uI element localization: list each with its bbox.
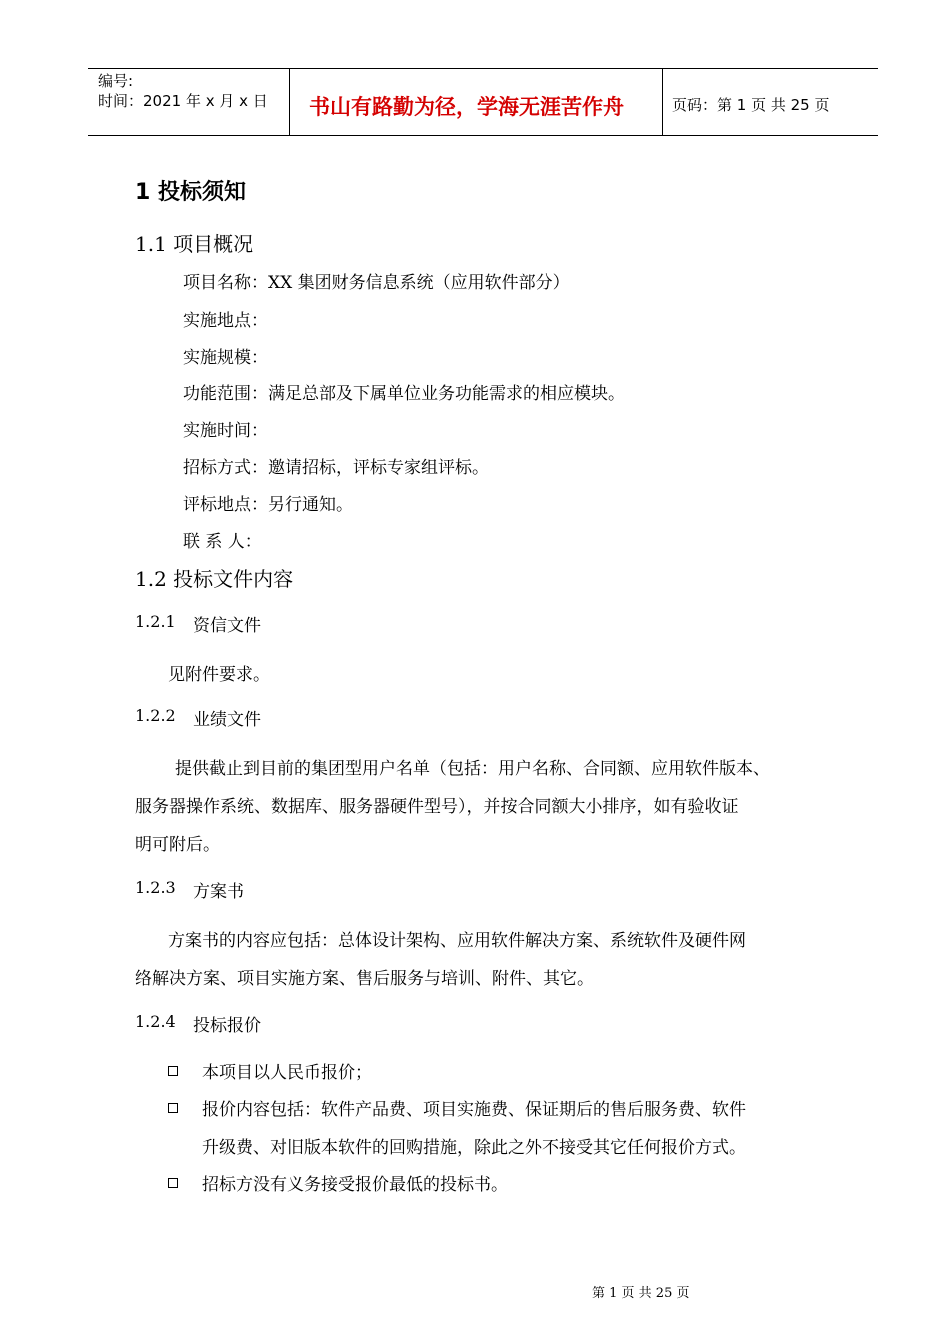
overview-line: 实施时间： [183, 421, 268, 441]
header-motto: 书山有路勤为径，学海无涯苦作舟 [309, 95, 624, 119]
overview-line: 联 系 人： [183, 532, 262, 552]
paragraph-1-2-2-line: 明可附后。 [135, 835, 220, 855]
bullet-square-icon [168, 1178, 178, 1188]
bullet-square-icon [168, 1066, 178, 1076]
subsection-heading-1-2: 1.2 投标文件内容 [135, 567, 294, 591]
bullet-item: 报价内容包括：软件产品费、项目实施费、保证期后的售后服务费、软件 [202, 1100, 746, 1120]
header-divider-left [289, 68, 290, 135]
paragraph-1-2-2-line: 提供截止到目前的集团型用户名单（包括：用户名称、合同额、应用软件版本、 [175, 759, 770, 779]
header-number-label: 编号: [98, 72, 134, 90]
paragraph-1-2-2-line: 服务器操作系统、数据库、服务器硬件型号），并按合同额大小排序，如有验收证 [135, 797, 739, 817]
subsection-heading-1-1: 1.1 项目概况 [135, 232, 254, 256]
item-number: 1.2.3 [135, 878, 176, 897]
item-title: 资信文件 [193, 616, 261, 636]
overview-line: 项目名称：XX 集团财务信息系统（应用软件部分） [183, 273, 570, 293]
overview-line: 招标方式：邀请招标，评标专家组评标。 [183, 458, 489, 478]
bullet-square-icon [168, 1103, 178, 1113]
paragraph-1-2-1: 见附件要求。 [168, 665, 270, 685]
overview-line: 实施地点： [183, 311, 268, 331]
item-number: 1.2.2 [135, 706, 176, 725]
header-time-label: 时间：2021 年 x 月 x 日 [98, 92, 268, 110]
bullet-item: 招标方没有义务接受报价最低的投标书。 [202, 1175, 508, 1195]
item-title: 投标报价 [193, 1016, 261, 1036]
item-number: 1.2.4 [135, 1012, 176, 1031]
bullet-item-continuation: 升级费、对旧版本软件的回购措施，除此之外不接受其它任何报价方式。 [202, 1138, 746, 1158]
item-title: 方案书 [193, 882, 244, 902]
header-page-label: 页码：第 1 页 共 25 页 [672, 96, 830, 114]
item-title: 业绩文件 [193, 710, 261, 730]
section-heading: 1 投标须知 [135, 180, 246, 205]
header-bottom-rule [88, 135, 878, 136]
footer-page-number: 第 1 页 共 25 页 [592, 1286, 690, 1301]
bullet-item: 本项目以人民币报价； [202, 1063, 372, 1083]
item-number: 1.2.1 [135, 612, 176, 631]
overview-line: 功能范围：满足总部及下属单位业务功能需求的相应模块。 [183, 384, 625, 404]
header-divider-right [662, 68, 663, 135]
paragraph-1-2-3-line: 络解决方案、项目实施方案、售后服务与培训、附件、其它。 [135, 969, 594, 989]
header-top-rule [88, 68, 878, 69]
paragraph-1-2-3-line: 方案书的内容应包括：总体设计架构、应用软件解决方案、系统软件及硬件网 [168, 931, 746, 951]
overview-line: 评标地点：另行通知。 [183, 495, 353, 515]
overview-line: 实施规模： [183, 348, 268, 368]
